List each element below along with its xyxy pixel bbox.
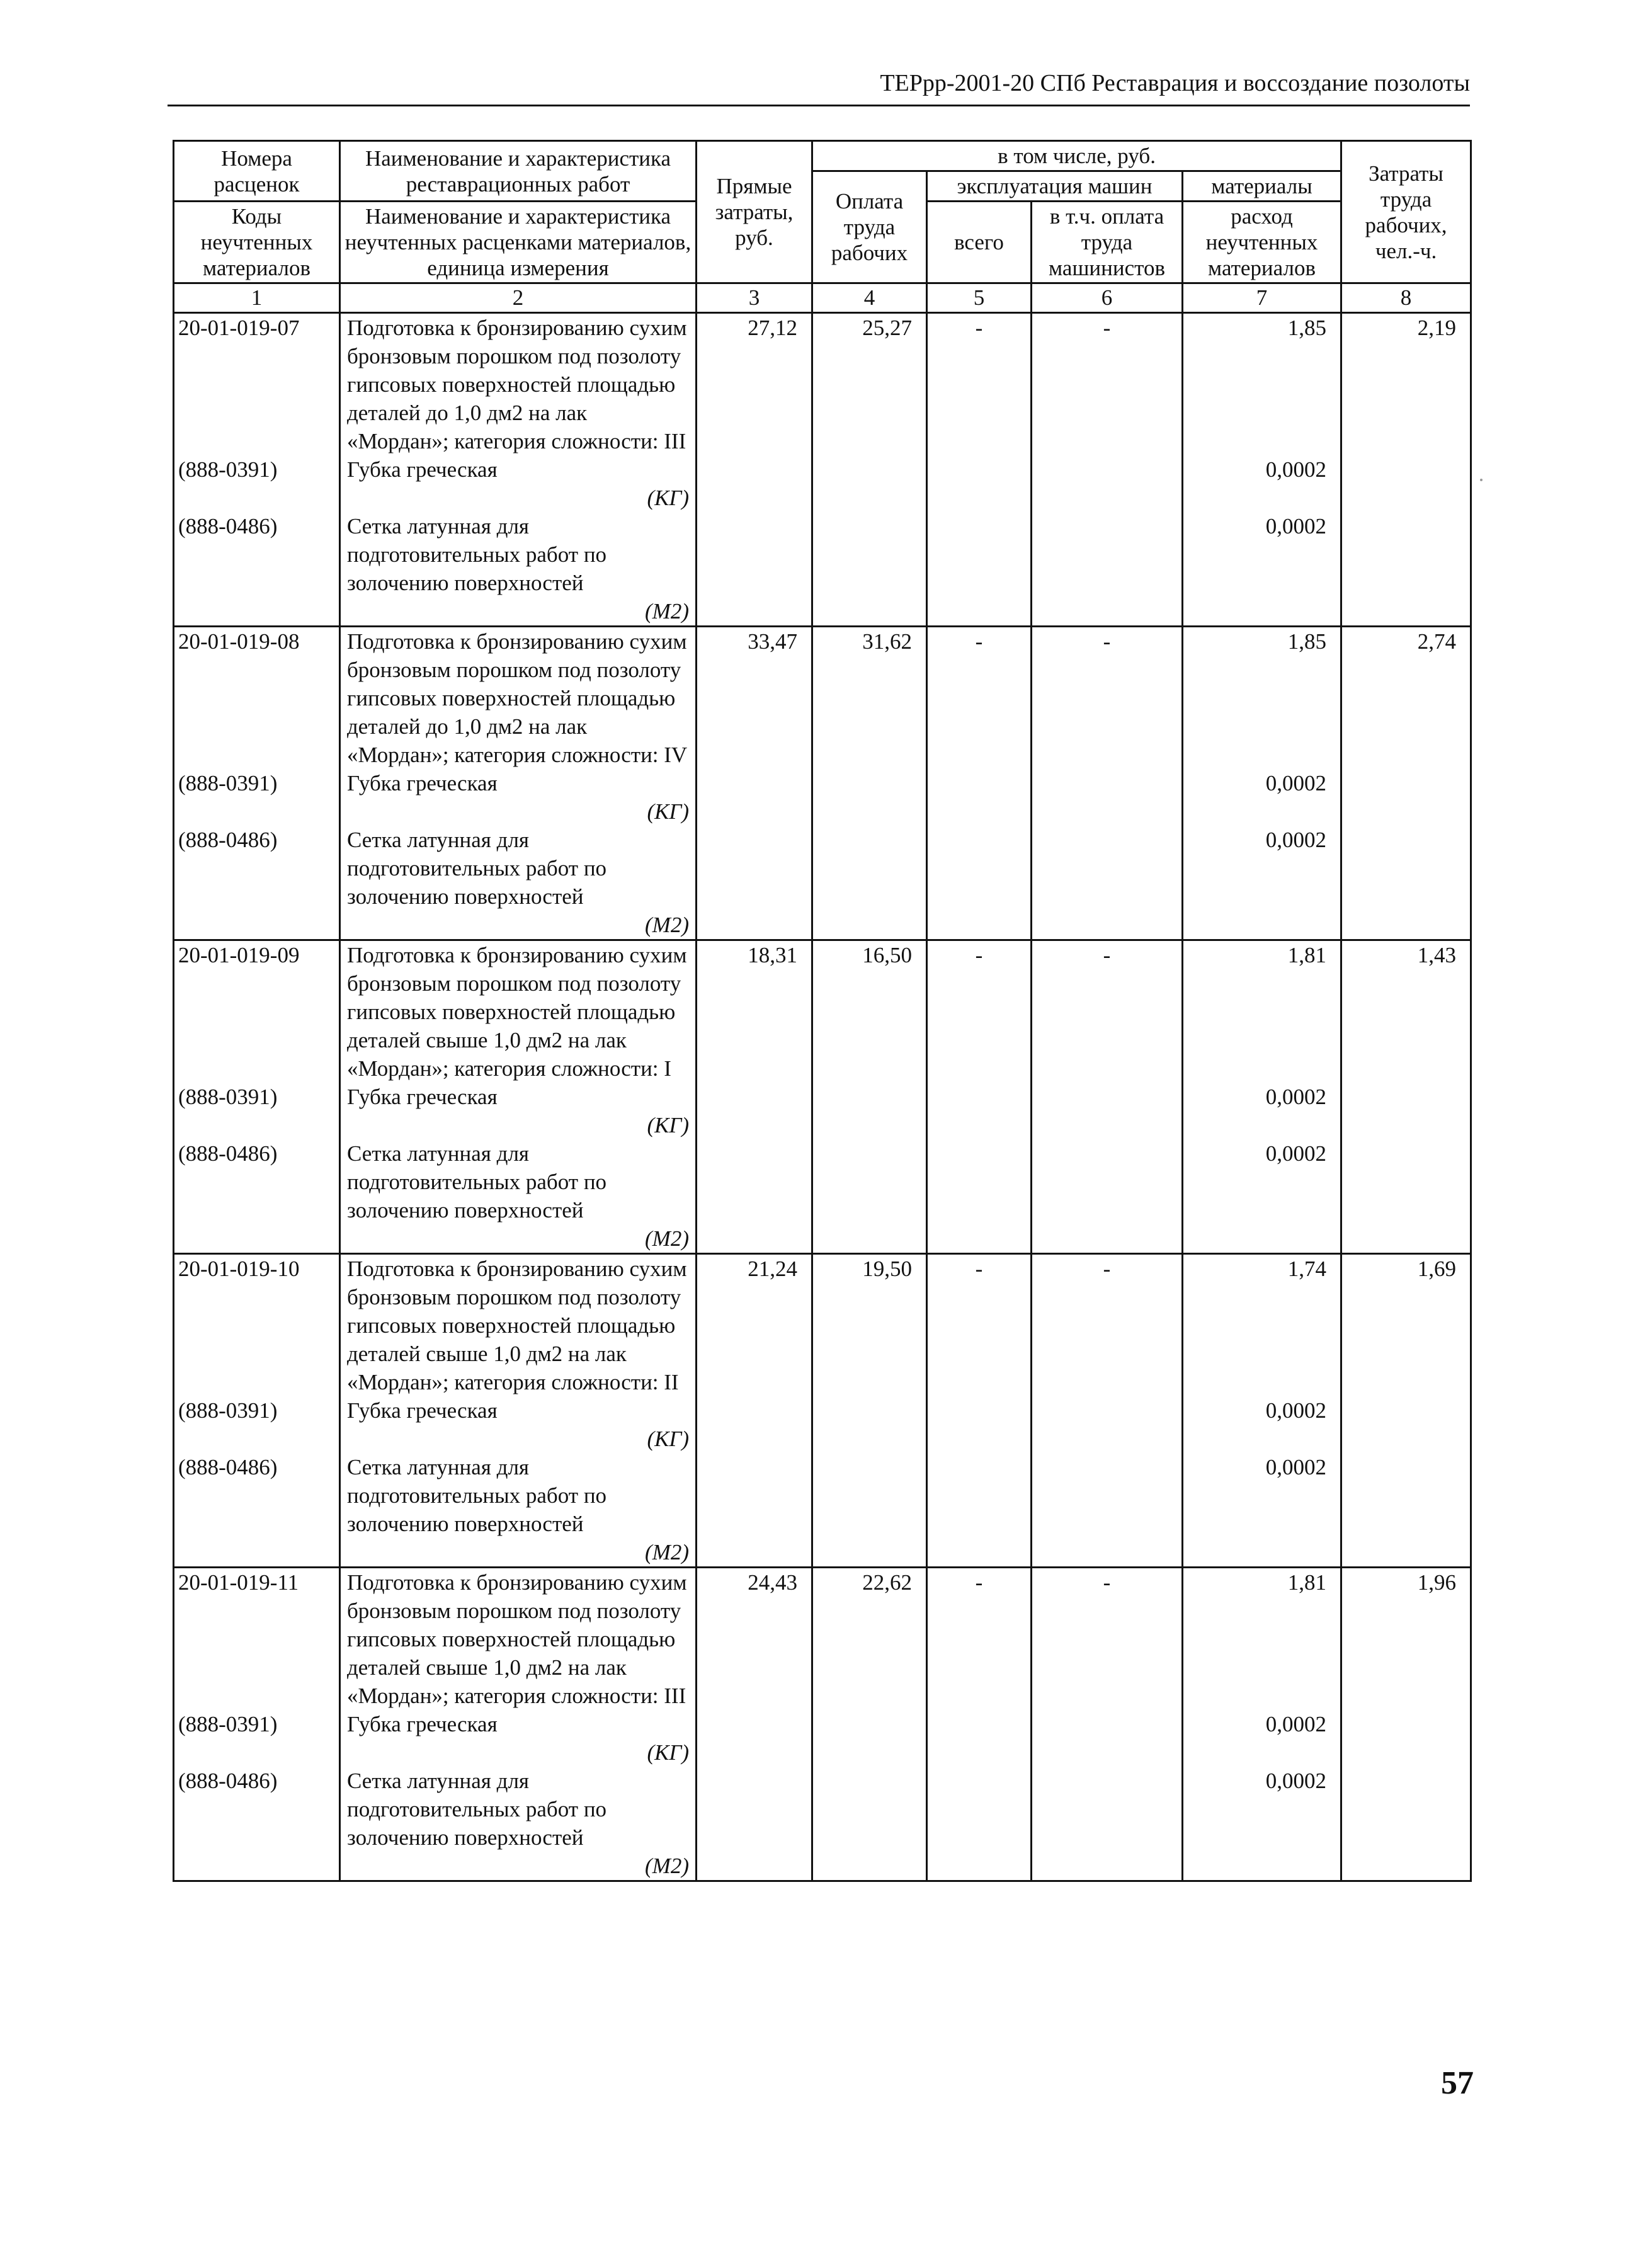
description-spacer: [1190, 342, 1326, 455]
material-code: (888-0486): [178, 1455, 278, 1479]
material-consumption: 0,0002: [1265, 1085, 1327, 1109]
table-row: [174, 1568, 1471, 1881]
material-consumption: 0,0002: [1265, 514, 1327, 539]
material-code: (888-0391): [178, 1712, 278, 1736]
machines-total-cell: -: [927, 627, 1032, 940]
material-unit: (М2): [645, 1854, 689, 1878]
materials-cell: [1183, 1254, 1341, 1568]
description-spacer: [1190, 1597, 1326, 1710]
material-code: (888-0486): [178, 828, 278, 852]
material-consumption: 0,0002: [1265, 771, 1327, 795]
material-unit: (КГ): [647, 1740, 689, 1765]
materials-cell: [1183, 940, 1341, 1254]
column-number: 1: [174, 283, 340, 313]
rate-code: 20-01-019-07: [178, 316, 300, 340]
column-number: 6: [1032, 283, 1183, 313]
labor-hours-cell: 2,74: [1341, 627, 1471, 940]
spacer: [1190, 797, 1326, 826]
material-unit: (КГ): [647, 799, 689, 824]
machines-total-cell: -: [927, 1568, 1032, 1881]
head-material-consumption: расход неучтенных материалов: [1183, 202, 1341, 283]
rate-code: 20-01-019-09: [178, 943, 300, 967]
direct-costs-cell: 21,24: [697, 1254, 812, 1568]
header-rule: [168, 105, 1470, 106]
head-machinists-pay: в т.ч. оплата труда машинистов: [1032, 202, 1183, 283]
labor-pay-cell: 25,27: [812, 313, 927, 627]
description-cell: [340, 627, 697, 940]
head-work-name: Наименование и характеристика реставрационных работ: [340, 141, 697, 202]
material-consumption: 0,0002: [1265, 1712, 1327, 1736]
material-unit: (КГ): [647, 1113, 689, 1137]
column-number: 2: [340, 283, 697, 313]
materials-cell: [1183, 1568, 1341, 1881]
spacer: [1190, 1738, 1326, 1767]
table-row: [174, 627, 1471, 940]
description-spacer: [178, 1597, 333, 1710]
rate-code: 20-01-019-10: [178, 1257, 300, 1281]
machinists-pay-cell: -: [1032, 940, 1183, 1254]
rates-table: [173, 140, 1472, 1882]
table-row: [174, 1254, 1471, 1568]
description-cell: [340, 1568, 697, 1881]
column-number: 4: [812, 283, 927, 313]
rate-code-cell: [174, 313, 340, 627]
materials-cost: 1,81: [1287, 1570, 1327, 1595]
material-consumption: 0,0002: [1265, 1398, 1327, 1423]
running-title: ТЕРрр-2001-20 СПб Реставрация и воссоздание позолоты: [880, 70, 1470, 96]
table-row: [174, 940, 1471, 1254]
rate-code-cell: [174, 627, 340, 940]
materials-cost: 1,81: [1287, 943, 1327, 967]
labor-hours-cell: 1,43: [1341, 940, 1471, 1254]
materials-cost: 1,74: [1287, 1257, 1327, 1281]
material-name: Сетка латунная для подготовительных работ по золочению поверхностей: [347, 1141, 607, 1222]
direct-costs-cell: 33,47: [697, 627, 812, 940]
material-unit: (КГ): [647, 1427, 689, 1451]
description-spacer: [178, 342, 333, 455]
material-name: Губка греческая: [347, 457, 498, 482]
head-material-name: Наименование и характеристика неучтенных расценками материалов, единица измерения: [340, 202, 697, 283]
machinists-pay-cell: -: [1032, 1568, 1183, 1881]
rate-code-cell: [174, 1568, 340, 1881]
material-name: Сетка латунная для подготовительных работ по золочению поверхностей: [347, 514, 607, 595]
rate-code: 20-01-019-11: [178, 1570, 299, 1595]
material-code: (888-0486): [178, 1769, 278, 1793]
material-unit: (М2): [645, 1540, 689, 1564]
description-spacer: [1190, 656, 1326, 769]
work-description: Подготовка к бронзированию сухим бронзовым порошком под позолоту гипсовых поверхностей площадью деталей свыше 1,0 дм2 на лак «Мордан»; категория сложности: III: [347, 1570, 687, 1708]
machines-total-cell: -: [927, 1254, 1032, 1568]
material-code: (888-0391): [178, 457, 278, 482]
material-code: (888-0486): [178, 514, 278, 539]
rate-code-cell: [174, 1254, 340, 1568]
labor-pay-cell: 19,50: [812, 1254, 927, 1568]
material-name: Губка греческая: [347, 1398, 498, 1423]
material-consumption: 0,0002: [1265, 1455, 1327, 1479]
materials-cost: 1,85: [1287, 316, 1327, 340]
spacer: [1190, 484, 1326, 512]
labor-hours-cell: 1,69: [1341, 1254, 1471, 1568]
spacer: [178, 1425, 333, 1453]
direct-costs-cell: 24,43: [697, 1568, 812, 1881]
machines-total-cell: -: [927, 313, 1032, 627]
material-name: Сетка латунная для подготовительных работ по золочению поверхностей: [347, 1769, 607, 1850]
machinists-pay-cell: -: [1032, 627, 1183, 940]
table-head: [174, 141, 1471, 313]
work-description: Подготовка к бронзированию сухим бронзовым порошком под позолоту гипсовых поверхностей площадью деталей до 1,0 дм2 на лак «Мордан»; категория сложности: IV: [347, 629, 688, 767]
direct-costs-cell: 27,12: [697, 313, 812, 627]
material-unit: (М2): [645, 1226, 689, 1251]
spacer: [178, 797, 333, 826]
material-code: (888-0486): [178, 1141, 278, 1166]
material-consumption: 0,0002: [1265, 457, 1327, 482]
labor-hours-cell: 1,96: [1341, 1568, 1471, 1881]
materials-cell: [1183, 313, 1341, 627]
column-number: 5: [927, 283, 1032, 313]
description-cell: [340, 940, 697, 1254]
material-name: Сетка латунная для подготовительных работ по золочению поверхностей: [347, 1455, 607, 1536]
head-materials: материалы: [1183, 171, 1341, 202]
material-name: Губка греческая: [347, 1085, 498, 1109]
description-spacer: [1190, 969, 1326, 1083]
table-row: [174, 313, 1471, 627]
description-cell: [340, 1254, 697, 1568]
machinists-pay-cell: -: [1032, 1254, 1183, 1568]
description-spacer: [178, 656, 333, 769]
work-description: Подготовка к бронзированию сухим бронзовым порошком под позолоту гипсовых поверхностей площадью деталей свыше 1,0 дм2 на лак «Мордан»; категория сложности: I: [347, 943, 687, 1081]
labor-hours-cell: 2,19: [1341, 313, 1471, 627]
material-unit: (М2): [645, 599, 689, 624]
table-body: [174, 313, 1471, 1881]
machines-total-cell: -: [927, 940, 1032, 1254]
material-unit: (М2): [645, 913, 689, 937]
spacer: [178, 484, 333, 512]
spacer: [178, 1738, 333, 1767]
material-code: (888-0391): [178, 771, 278, 795]
material-code: (888-0391): [178, 1398, 278, 1423]
labor-pay-cell: 31,62: [812, 627, 927, 940]
work-description: Подготовка к бронзированию сухим бронзовым порошком под позолоту гипсовых поверхностей площадью деталей свыше 1,0 дм2 на лак «Мордан»; категория сложности: II: [347, 1257, 687, 1394]
column-number: 3: [697, 283, 812, 313]
material-consumption: 0,0002: [1265, 1141, 1327, 1166]
material-name: Губка греческая: [347, 771, 498, 795]
spacer: [178, 1111, 333, 1139]
head-machines-total: всего: [927, 202, 1032, 283]
material-unit: (КГ): [647, 486, 689, 510]
material-consumption: 0,0002: [1265, 828, 1327, 852]
column-number: 7: [1183, 283, 1341, 313]
head-direct-costs: Прямые затраты, руб.: [697, 141, 812, 283]
spacer: [1190, 1111, 1326, 1139]
material-name: Губка греческая: [347, 1712, 498, 1736]
materials-cell: [1183, 627, 1341, 940]
spacer: [1190, 1425, 1326, 1453]
work-description: Подготовка к бронзированию сухим бронзовым порошком под позолоту гипсовых поверхностей площадью деталей до 1,0 дм2 на лак «Мордан»; категория сложности: III: [347, 316, 687, 453]
head-machines: эксплуатация машин: [927, 171, 1183, 202]
description-spacer: [1190, 1283, 1326, 1396]
material-name: Сетка латунная для подготовительных работ по золочению поверхностей: [347, 828, 607, 909]
page-number: 57: [1441, 2065, 1474, 2101]
labor-pay-cell: 22,62: [812, 1568, 927, 1881]
machinists-pay-cell: -: [1032, 313, 1183, 627]
column-number-row: [174, 283, 1471, 313]
labor-pay-cell: 16,50: [812, 940, 927, 1254]
materials-cost: 1,85: [1287, 629, 1327, 654]
head-labor-hours: Затраты труда рабочих, чел.-ч.: [1341, 141, 1471, 283]
scan-speck: [1480, 479, 1483, 481]
rate-code: 20-01-019-08: [178, 629, 300, 654]
material-consumption: 0,0002: [1265, 1769, 1327, 1793]
column-number: 8: [1341, 283, 1471, 313]
head-rate-numbers: Номера расценок: [174, 141, 340, 202]
direct-costs-cell: 18,31: [697, 940, 812, 1254]
head-including: в том числе, руб.: [812, 141, 1341, 171]
description-cell: [340, 313, 697, 627]
head-labor-pay: Оплата труда рабочих: [812, 171, 927, 283]
rate-code-cell: [174, 940, 340, 1254]
description-spacer: [178, 1283, 333, 1396]
head-material-codes: Коды неучтенных материалов: [174, 202, 340, 283]
description-spacer: [178, 969, 333, 1083]
material-code: (888-0391): [178, 1085, 278, 1109]
